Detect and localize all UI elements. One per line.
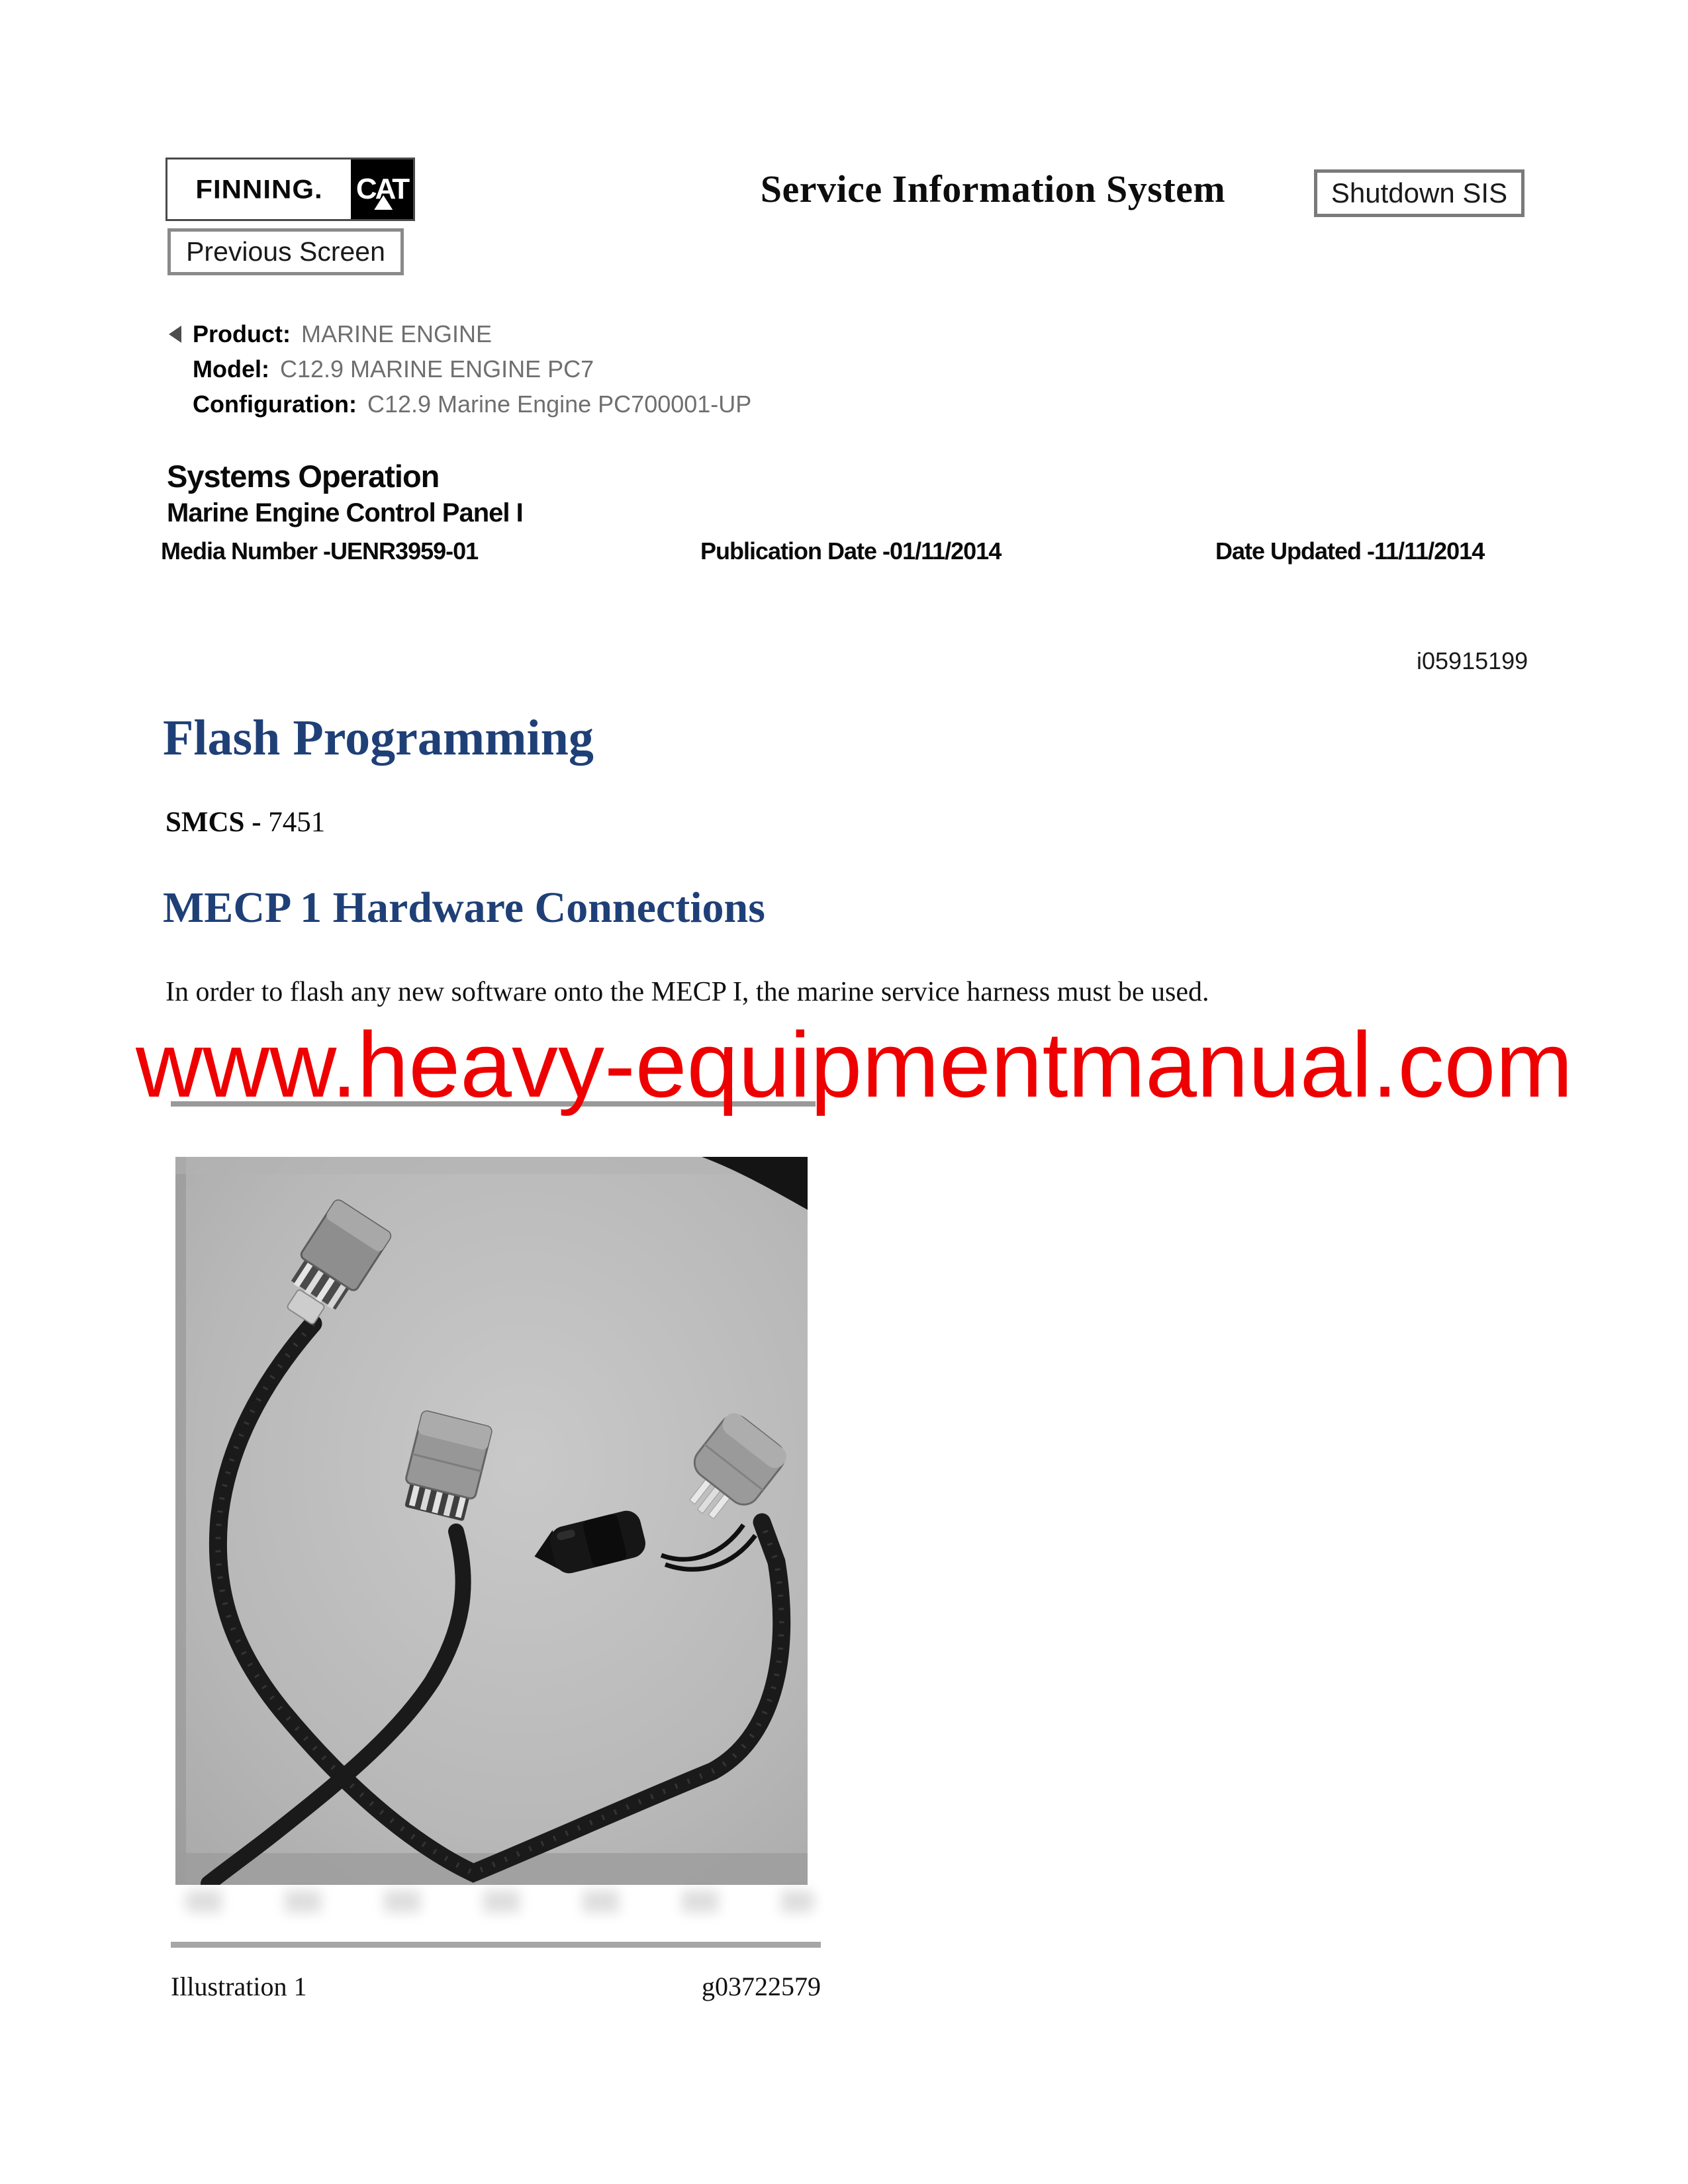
shutdown-sis-button[interactable]: Shutdown SIS — [1314, 169, 1524, 217]
cat-logo-text: CAT — [355, 173, 408, 205]
publication-date: Publication Date -01/11/2014 — [700, 537, 1002, 565]
date-updated: Date Updated -11/11/2014 — [1215, 537, 1485, 565]
collapse-arrow-icon[interactable] — [169, 326, 181, 343]
figure-caption-row — [171, 1971, 821, 2002]
finning-logo-text: FINNING. — [195, 174, 323, 204]
cat-logo — [351, 159, 413, 219]
product-label: Product: — [193, 320, 291, 347]
illustration-caption: Illustration 1 — [171, 1972, 307, 2001]
finning-cat-logo — [165, 158, 415, 221]
illustration-code: g03722579 — [702, 1972, 821, 2001]
harness-photo-svg — [175, 1157, 808, 1885]
document-subtitle: Marine Engine Control Panel I — [167, 498, 523, 527]
configuration-value: C12.9 Marine Engine PC700001-UP — [367, 390, 752, 418]
previous-screen-button[interactable]: Previous Screen — [167, 228, 404, 275]
configuration-label: Configuration: — [193, 390, 357, 418]
media-number: Media Number -UENR3959-01 — [161, 537, 479, 565]
product-info — [169, 316, 751, 422]
cat-triangle-icon — [374, 195, 393, 210]
scan-artifact-band — [185, 1890, 814, 1913]
model-value: C12.9 MARINE ENGINE PC7 — [279, 355, 594, 383]
article-heading: Flash Programming — [163, 710, 594, 766]
smcs-value: 7451 — [268, 807, 326, 838]
configuration-row — [169, 387, 751, 422]
watermark-text: www.heavy-equipmentmanual.com — [136, 1013, 1573, 1116]
harness-photo — [175, 1157, 808, 1885]
smcs-code — [165, 806, 325, 839]
product-row — [169, 316, 751, 351]
smcs-label: SMCS - — [165, 807, 261, 838]
model-row — [169, 351, 751, 387]
section-title: Systems Operation — [167, 459, 440, 494]
model-label: Model: — [193, 355, 269, 383]
document-id: i05915199 — [1417, 647, 1528, 674]
page-title: Service Information System — [760, 167, 1226, 210]
horizontal-rule-bottom — [171, 1942, 821, 1948]
body-paragraph: In order to flash any new software onto the MECP I, the marine service harness must be used. — [165, 977, 1209, 1007]
section-heading: MECP 1 Hardware Connections — [163, 884, 765, 932]
product-value: MARINE ENGINE — [301, 320, 492, 347]
